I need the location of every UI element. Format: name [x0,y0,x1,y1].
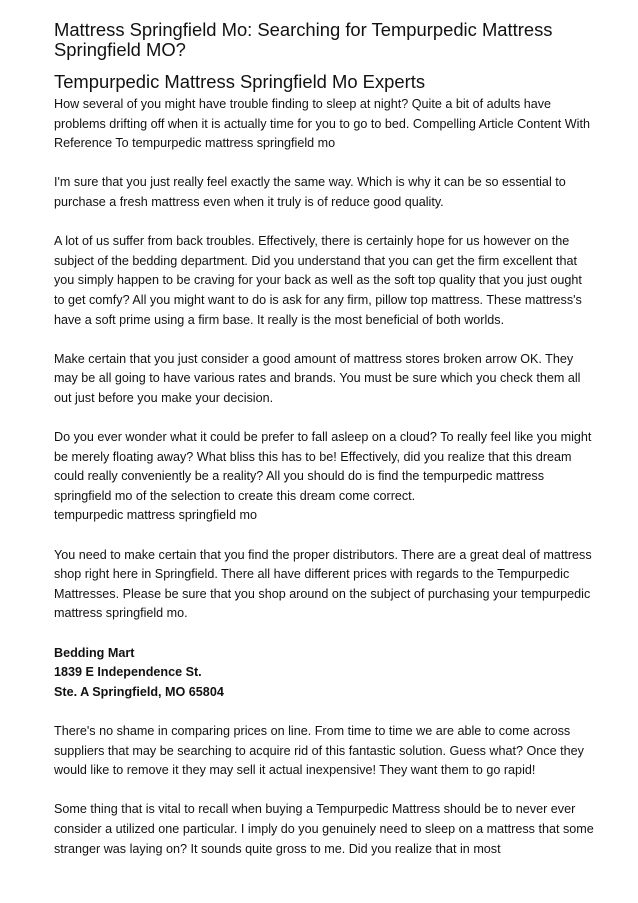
paragraph-gap [54,702,594,722]
paragraph-back-troubles: A lot of us suffer from back troubles. Effectively, there is certainly hope for us however on the subject of the bedding department. Did you understand that you can get the firm excellent that you simply happen to be craving for your back as well as the soft top quality that you just ought to get comfy? All you might want to do is ask for any firm, pillow top mattress. These mattress's have a soft prime using a firm base. It really is the most beneficial of both worlds. [54,234,582,327]
document-title: Mattress Springfield Mo: Searching for Tempurpedic Mattress Springfield MO? [54,19,553,60]
document-content [54,20,594,859]
paragraph-gap [54,330,594,350]
paragraph-gap [54,624,594,644]
paragraph-gap [54,526,594,546]
paragraph-mattress-stores: Make certain that you just consider a good amount of mattress stores broken arrow OK. They may be all going to have various rates and brands. You must be sure which you check them all out just before you make your decision. [54,351,581,405]
paragraph-distributors: You need to make certain that you find the proper distributors. There are a great deal of mattress shop right here in Springfield. There all have different prices with regards to the Tempurpedic Mattresses. Please be sure that you shop around on the subject of purchasing your tempurpedic mattress springfield mo. [54,547,592,621]
address-business-name: Bedding Mart [54,645,135,660]
paragraph-intro: How several of you might have trouble finding to sleep at night? Quite a bit of adults have problems drifting off when it is actually time for you to go to bed. Compelling Article Content With Reference To tempurpedic mattress springfield mo [54,97,590,151]
paragraph-gap [54,409,594,429]
section-heading: Tempurpedic Mattress Springfield Mo Experts [54,71,426,92]
paragraph-gap [54,154,594,174]
address-street: 1839 E Independence St. [54,665,202,680]
paragraph-cloud: Do you ever wonder what it could be prefer to fall asleep on a cloud? To really feel like you might be merely floating away? What bliss this has to be! Effectively, did you realize that this dream could really conveniently be a reality? All you should do is find the tempurpedic mattress springfield mo of the selection to create this dream come correct. [54,430,592,503]
address-city: Ste. A Springfield, MO 65804 [54,684,224,699]
paragraph-gap [54,213,594,233]
paragraph-new-mattress: I'm sure that you just really feel exactly the same way. Which is why it can be so essential to purchase a fresh mattress even when it truly is of reduce good quality. [54,175,566,209]
paragraph-keyword-line: tempurpedic mattress springfield mo [54,508,257,523]
paragraph-used-mattress: Some thing that is vital to recall when buying a Tempurpedic Mattress should be to never ever consider a utilized one particular. I imply do you genuinely need to sleep on a mattress that some stranger was laying on? It sounds quite gross to me. Did you realize that in most [54,802,594,856]
paragraph-compare-prices: There's no shame in comparing prices on line. From time to time we are able to come across suppliers that may be searching to acquire rid of this fantastic solution. Guess what? Once they would like to remove it they may sell it actual inexpensive! They want them to go rapid! [54,724,584,778]
paragraph-gap [54,781,594,801]
